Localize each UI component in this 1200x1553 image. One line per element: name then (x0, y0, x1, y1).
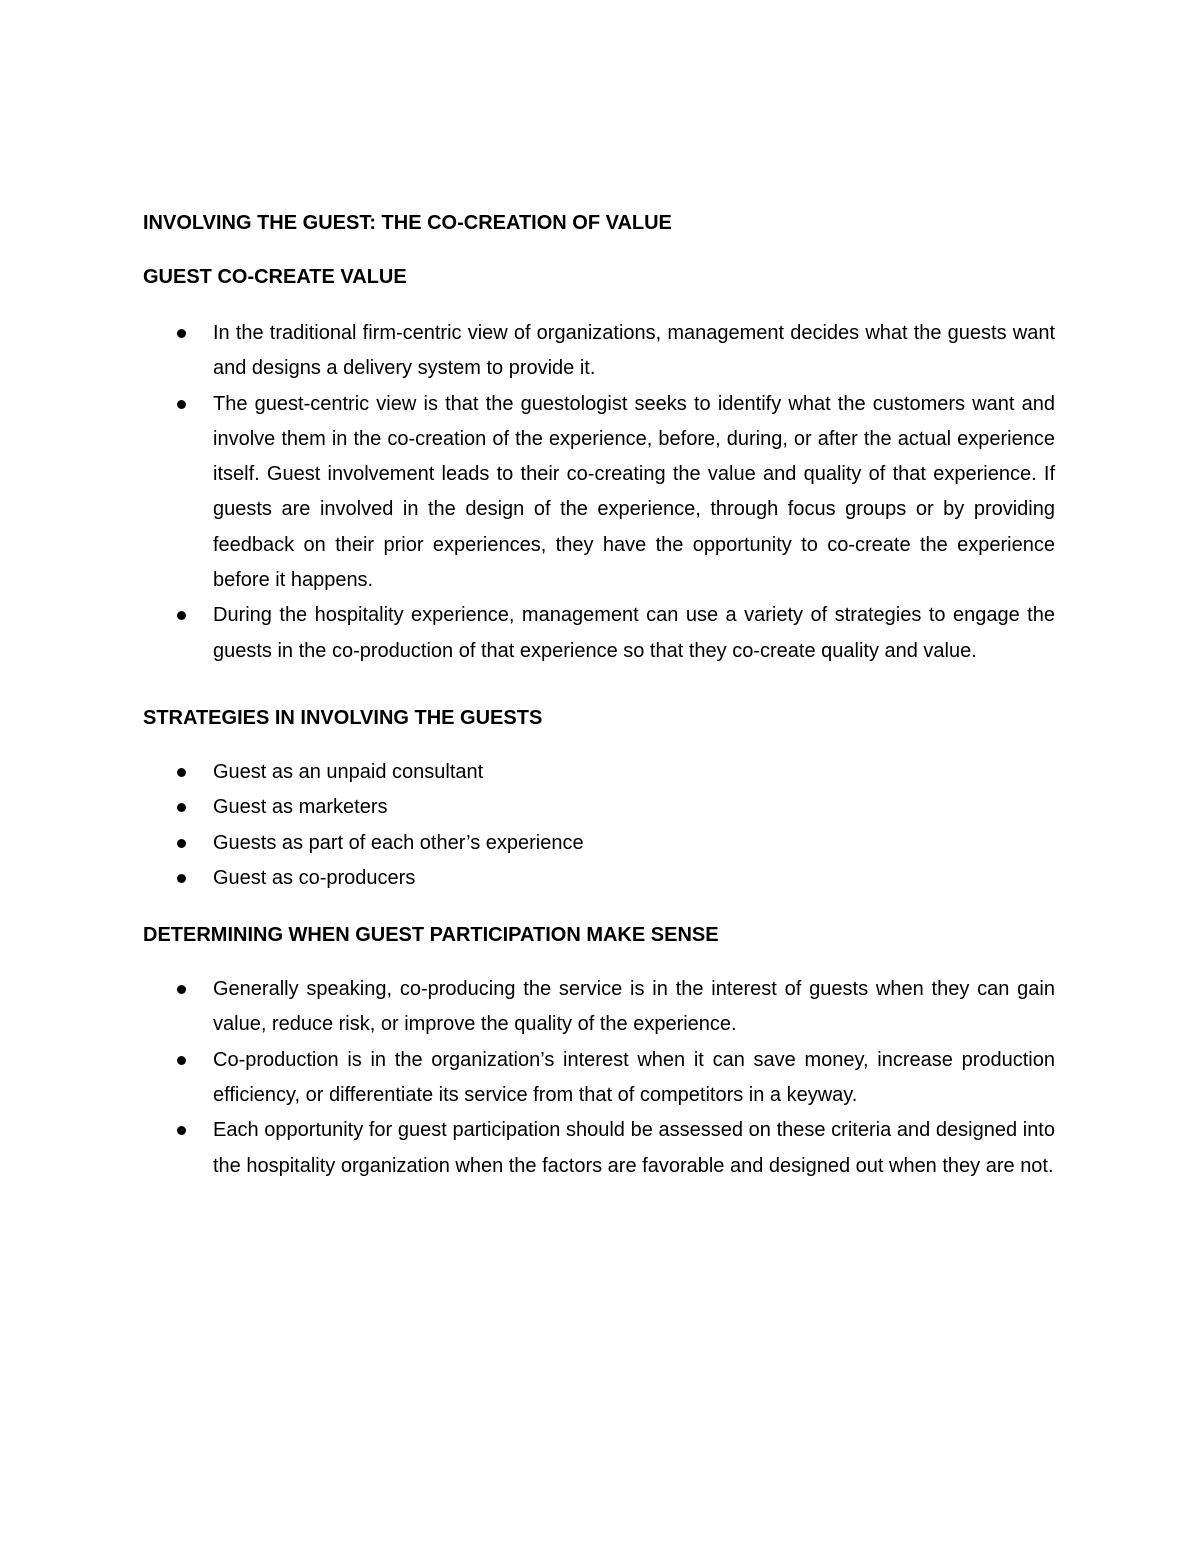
list-item (143, 1043, 1055, 1114)
bullet-icon (177, 611, 186, 620)
bullet-icon (177, 985, 186, 994)
bullet-icon (177, 839, 186, 848)
list-item (143, 1113, 1055, 1184)
document-page (143, 208, 1055, 1184)
list-item-text: Guest as marketers (213, 796, 388, 819)
list-item-text: The guest-centric view is that the guestologist seeks to identify what the customers want and involve them in the co-creation of the experience, before, during, or after the actual experience itself. Guest involvement leads to their co-creating the value and quality of that experience. If guests are involved in the design of the experience, through focus groups or by providing feedback on their prior experiences, they have the opportunity to co-create the experience before it happens. (213, 392, 1055, 592)
bullet-icon (177, 768, 186, 777)
list-item-text: Guest as an unpaid consultant (213, 760, 484, 783)
list-item-text: Guest as co-producers (213, 866, 416, 889)
bullet-icon (177, 1056, 186, 1065)
list-item (143, 755, 1055, 790)
list-item (143, 598, 1055, 669)
bullet-icon (177, 874, 186, 883)
list-item (143, 316, 1055, 387)
list-item (143, 826, 1055, 861)
document-title: INVOLVING THE GUEST: THE CO-CREATION OF VALUE (143, 212, 672, 234)
list-item (143, 387, 1055, 599)
bullet-list-guest-co-create-value (143, 316, 1055, 669)
list-item (143, 790, 1055, 825)
bullet-list-strategies (143, 755, 1055, 896)
bullet-icon (177, 400, 186, 409)
list-item-text: Each opportunity for guest participation should be assessed on these criteria and designed into the hospitality organization when the factors are favorable and designed out when they are not. (213, 1119, 1055, 1177)
list-item-text: During the hospitality experience, management can use a variety of strategies to engage the guests in the co-production of that experience so that they co-create quality and value. (213, 604, 1055, 662)
list-item-text: Co-production is in the organization’s interest when it can save money, increase production efficiency, or differentiate its service from that of competitors in a keyway. (213, 1048, 1055, 1107)
bullet-icon (177, 803, 186, 812)
section-heading-determining-participation: DETERMINING WHEN GUEST PARTICIPATION MAKE SENSE (143, 924, 719, 947)
bullet-icon (177, 1126, 186, 1135)
bullet-icon (177, 329, 186, 338)
section-heading-guest-co-create-value: GUEST CO-CREATE VALUE (143, 266, 407, 288)
bullet-list-determining-participation (143, 972, 1055, 1184)
list-item-text: Guests as part of each other’s experience (213, 831, 584, 854)
list-item-text: In the traditional firm-centric view of organizations, management decides what the guests want and designs a delivery system to provide it. (213, 322, 1055, 380)
list-item-text: Generally speaking, co-producing the service is in the interest of guests when they can gain value, reduce risk, or improve the quality of the experience. (213, 978, 1055, 1036)
list-item (143, 972, 1055, 1043)
section-heading-strategies: STRATEGIES IN INVOLVING THE GUESTS (143, 706, 543, 729)
list-item (143, 861, 1055, 896)
